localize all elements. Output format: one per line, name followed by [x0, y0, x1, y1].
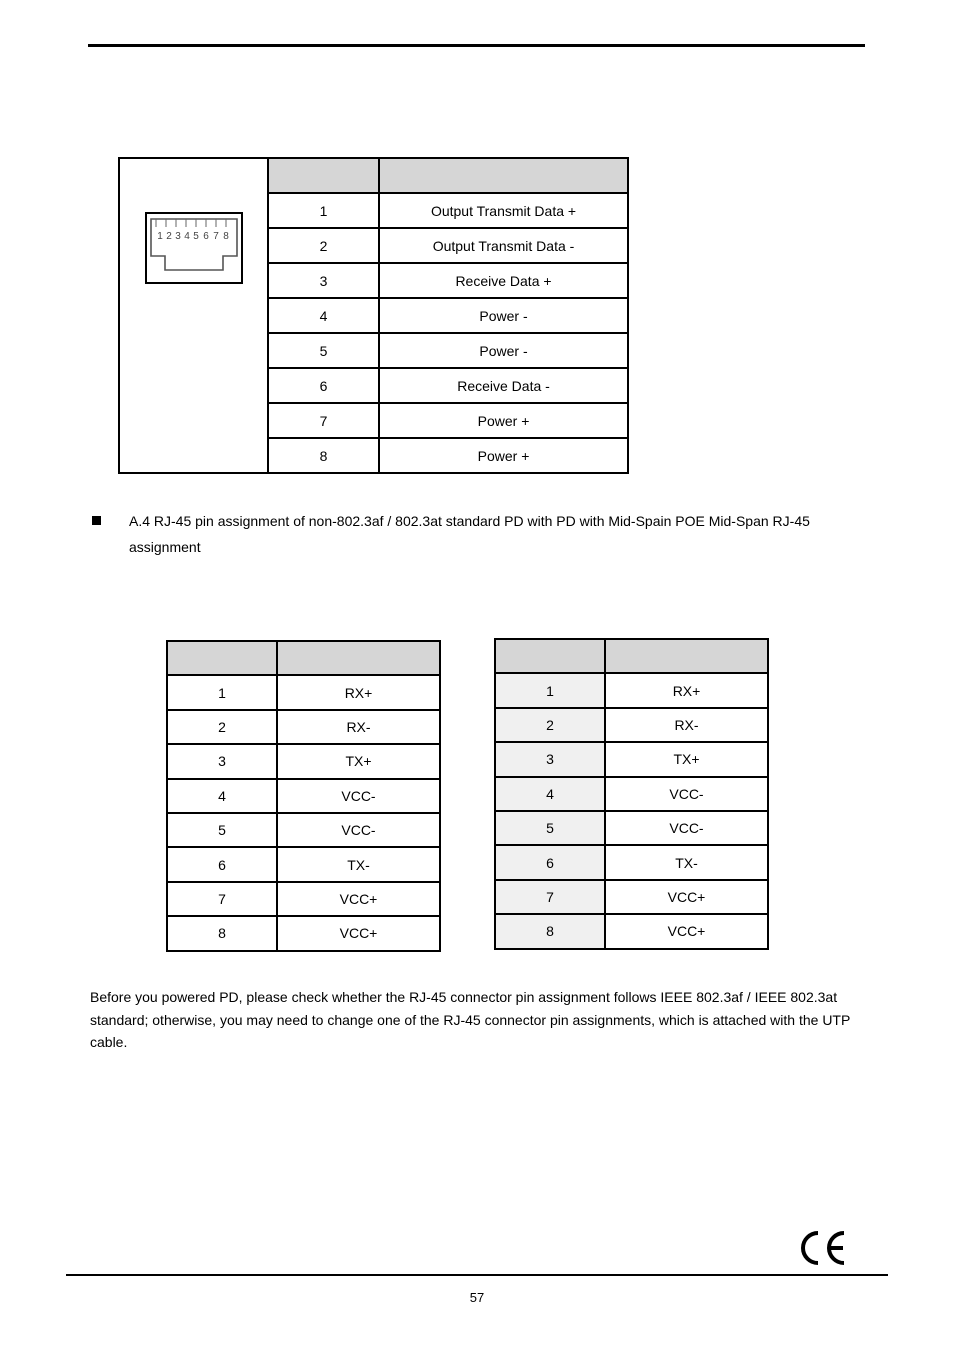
- table-row: [495, 777, 768, 811]
- signal-cell: Power -: [379, 298, 628, 333]
- pin-cell: 6: [268, 368, 379, 403]
- signal-cell: RX-: [605, 708, 768, 742]
- signal-header-cell: [277, 641, 440, 675]
- signal-cell: RX+: [605, 673, 768, 707]
- table-header-row: [119, 158, 628, 193]
- signal-cell: Output Transmit Data -: [379, 228, 628, 263]
- page-number: 57: [469, 1290, 485, 1305]
- signal-cell: TX-: [277, 847, 440, 881]
- signal-cell: Output Transmit Data +: [379, 193, 628, 228]
- rj45-diagram-cell: [119, 158, 268, 473]
- pin-cell: 4: [167, 779, 277, 813]
- signal-cell: TX-: [605, 845, 768, 879]
- pin-cell: 6: [495, 845, 605, 879]
- pin-cell: 6: [167, 847, 277, 881]
- pin-cell: 5: [495, 811, 605, 845]
- pin-cell: 7: [495, 880, 605, 914]
- table-row: [167, 882, 440, 916]
- rj45-pin-table: [118, 157, 629, 474]
- signal-cell: VCC+: [277, 916, 440, 950]
- signal-cell: Receive Data +: [379, 263, 628, 298]
- pin-header-cell: [167, 641, 277, 675]
- signal-cell: VCC-: [277, 779, 440, 813]
- rj45-jack-icon: [145, 212, 243, 284]
- pin-cell: 3: [495, 742, 605, 776]
- table-row: [167, 916, 440, 950]
- signal-header-cell: [605, 639, 768, 673]
- signal-cell: Power +: [379, 403, 628, 438]
- signal-cell: VCC-: [605, 777, 768, 811]
- pin-cell: 5: [268, 333, 379, 368]
- table-row: [495, 673, 768, 707]
- pin-cell: 1: [167, 675, 277, 709]
- pin-cell: 8: [167, 916, 277, 950]
- signal-cell: TX+: [605, 742, 768, 776]
- signal-cell: VCC-: [605, 811, 768, 845]
- table-row: [495, 708, 768, 742]
- bullet-item: [92, 508, 852, 560]
- pin-cell: 2: [495, 708, 605, 742]
- pin-cell: 8: [268, 438, 379, 473]
- jack-pin-label: 1: [157, 231, 163, 242]
- table-row: [495, 811, 768, 845]
- pin-cell: 4: [268, 298, 379, 333]
- square-bullet-icon: [92, 516, 101, 525]
- pin-cell: 2: [167, 710, 277, 744]
- table-row: [167, 675, 440, 709]
- jack-pin-label: 5: [193, 231, 199, 242]
- pse-pin-table: [166, 640, 441, 952]
- footer-rule: [66, 1274, 888, 1276]
- pin-cell: 1: [495, 673, 605, 707]
- signal-cell: Power +: [379, 438, 628, 473]
- pin-cell: 4: [495, 777, 605, 811]
- pin-cell: 7: [167, 882, 277, 916]
- table-header-row: [495, 639, 768, 673]
- pin-header-cell: [495, 639, 605, 673]
- signal-cell: Receive Data -: [379, 368, 628, 403]
- jack-pin-label: 2: [166, 231, 172, 242]
- body-paragraph: Before you powered PD, please check whether the RJ-45 connector pin assignment follows IEEE 802.3af / IEEE 802.3at standard; otherwise, you may need to change one of the RJ-45 connector pin assignments, which is attached with the UTP cable.: [90, 989, 851, 1050]
- pin-cell: 3: [268, 263, 379, 298]
- table-row: [167, 744, 440, 778]
- pin-cell: 3: [167, 744, 277, 778]
- jack-pin-label: 3: [175, 231, 181, 242]
- signal-cell: Power -: [379, 333, 628, 368]
- table-row: [167, 710, 440, 744]
- pd-pin-table: [494, 638, 769, 950]
- pin-header-cell: [268, 158, 379, 193]
- header-rule: [88, 44, 865, 47]
- pin-cell: 5: [167, 813, 277, 847]
- table-row: [167, 847, 440, 881]
- table-row: [167, 779, 440, 813]
- jack-pin-label: 7: [213, 231, 219, 242]
- jack-pin-label: 8: [223, 231, 229, 242]
- jack-pin-label: 4: [184, 231, 190, 242]
- table-row: [495, 914, 768, 948]
- signal-cell: RX+: [277, 675, 440, 709]
- table-row: [495, 845, 768, 879]
- signal-cell: VCC+: [605, 914, 768, 948]
- pin-cell: 7: [268, 403, 379, 438]
- signal-cell: VCC-: [277, 813, 440, 847]
- jack-pin-label: 6: [203, 231, 209, 242]
- pin-cell: 2: [268, 228, 379, 263]
- pin-cell: 8: [495, 914, 605, 948]
- table-row: [167, 813, 440, 847]
- signal-cell: RX-: [277, 710, 440, 744]
- signal-cell: VCC+: [277, 882, 440, 916]
- pin-cell: 1: [268, 193, 379, 228]
- ce-mark-icon: [796, 1228, 848, 1268]
- table-row: [495, 742, 768, 776]
- table-header-row: [167, 641, 440, 675]
- signal-cell: VCC+: [605, 880, 768, 914]
- table-row: [495, 880, 768, 914]
- signal-header-cell: [379, 158, 628, 193]
- signal-cell: TX+: [277, 744, 440, 778]
- bullet-text: A.4 RJ-45 pin assignment of non-802.3af / 802.3at standard PD with PD with Mid-Spain POE Mid-Span RJ-45 assignment: [129, 513, 810, 555]
